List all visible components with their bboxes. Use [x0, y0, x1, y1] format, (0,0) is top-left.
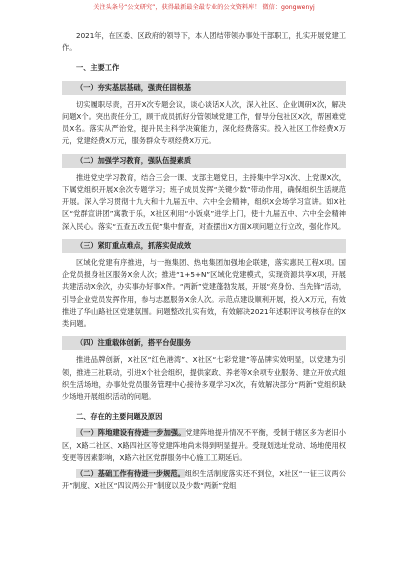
section-1-item-4-text: 推进品牌创新，X社区“红色港湾”、X社区“七彩党建”等品牌实效明显，以党建为引领，推进三社联动，引进X个社会组织，提供家政、养老等X余项专业服务、建立开放式组织生活场地，办事处党员服务管理中心接待多观学习X次，有效解决部分“两新”党组织缺少场地开展组织活动的问题。 [62, 355, 346, 402]
section-2-item-2-heading: （二）基础工作有待进一步规范。 [76, 469, 185, 479]
section-1-item-2-heading: （二）加强学习教育，强队伍提素质 [62, 154, 346, 168]
section-2-item-1-heading: （一）阵地建设有待进一步加强。 [76, 428, 186, 438]
section-1-item-2-text: 推进党史学习教育，结合三会一课、支部主题党日，主持集中学习X次、上党课X次，下属党组织开展X余次专题学习；班子成员发挥“关键少数”带动作用，确保组织生活规范开展。深入学习贯彻十九大和十九届五中、六中全会精神，组织X会场学习宣讲。如X社区“党群宣讲团”寓教于乐，X社区利用“小饭桌”进学上门，使十九届五中、六中全会精神深入民心。落实“五查五改五促”集中督查，对查摆出X方面X项问题立行立改，强化作风。 [62, 172, 346, 231]
section-2-item-1-text: 党建阵地提升情况不平衡，受制于辖区多为老旧小区，X路二社区、X路四社区等党建阵地尚未得到明显提升。受现划选址党动、场地使用权变更等因素影响，X路六社区党群服务中心施工工期延后。 [62, 428, 346, 462]
section-1-item-1-text: 切实履职尽责，召开X次专题会议，谈心谈话X人次，深入社区、企业调研X次，解决问题X个。突出责任分工，顾干成员抓好分管领域党建工作，督导分包社区X次，帮困难党员X名。落实从严治党，提升民主科学决策能力，深化经费落实。投入社区工作经费X万元，党建经费X万元，服务群众专项经费X万元。 [62, 99, 346, 146]
document-body [62, 30, 346, 493]
section-1-title: 一、主要工作 [76, 63, 120, 73]
top-banner: 关注头条号“公文研究”，获得最新最全最专业的公文资料库！ 微信：gongwenyj [62, 2, 346, 14]
section-1-item-3-heading: （三）紧盯重点难点，抓落实促成效 [62, 239, 346, 253]
section-2-item-2 [62, 468, 346, 492]
section-2-title: 二、存在的主要问题及原因 [76, 412, 163, 422]
intro-paragraph: 2021年，在区委、区政府的领导下，本人团结带领办事处干部职工，扎实开展党建工作。 [62, 31, 346, 53]
section-2-item-2-text: 组织生活制度落实还不到位，X社区“一征三议两公开”制度、X社区“四议两公开”制度以及少数“两新”党组 [62, 469, 346, 491]
section-2-item-1 [62, 427, 346, 464]
section-1-item-1-heading: （一）夯实基层基础，强责任固根基 [62, 81, 346, 95]
section-1-item-3-text: 区域化党建有序推进，与一拖集团、热电集团加强地企联建，落实惠民工程X项。国企党员报身社区服务X余人次；推进“1+5+N”区域化党建模式，实现资源共享X项，开展共建活动X余次，办实事办好事X件。“两新”党建蓬勃发展，开展“亮身份、当先锋”活动，引导企业党员发挥作用，参与志愿服务X余人次。示范点建设顺利开展，投入X万元，有效推进了华山路社区党建氛围。问题整改扎实有效，有效解决2021年述职评议考核存在的X类问题。 [62, 258, 346, 329]
section-1-item-4-heading: （四）注重载体创新，搭平台促服务 [62, 336, 346, 350]
